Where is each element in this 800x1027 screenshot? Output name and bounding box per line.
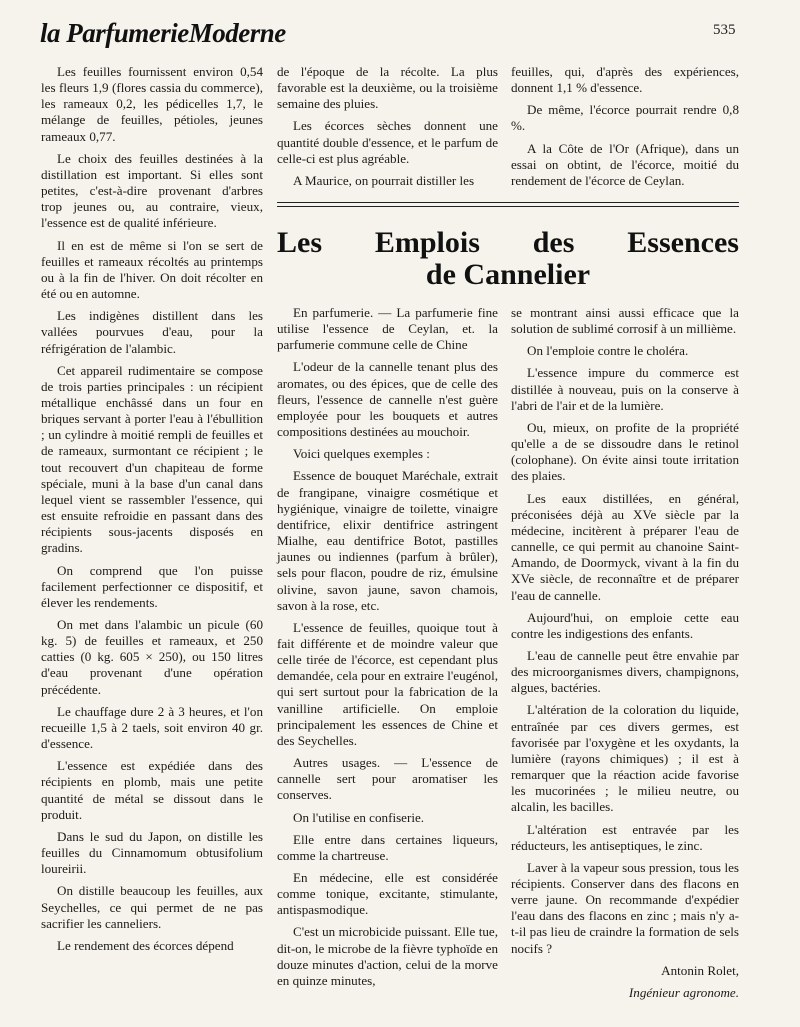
- title-word: Essences: [627, 226, 739, 259]
- paragraph: feuilles, qui, d'après des expériences, donnent 1,1 % d'essence.: [511, 64, 739, 96]
- article-title-line-2: de Cannelier: [425, 258, 591, 291]
- article-title: [277, 227, 739, 290]
- paragraph: Le choix des feuilles destinées à la distillation est important. Si elles sont petites, c'est-à-dire provenant d'arbres trop jeunes ou, au contraire, vieux, l'essence est de qualité inférieure.: [41, 150, 263, 231]
- paragraph: Les eaux distillées, en général, préconisées déjà au XVe siècle par la médecine, incitèrent à préparer l'eau de cannelle, ce qui permit au chanoine Saint-Amando, de Doormyck, vivant à la fin du XVe siècle, de reconnaître et de préparer l'eau de cannelle.: [511, 490, 739, 603]
- paragraph: Voici quelques exemples :: [293, 446, 430, 462]
- paragraph: On l'emploie contre le choléra.: [527, 343, 689, 359]
- paragraph: L'essence de feuilles, quoique tout à fait différente et de moindre valeur que celle tirée de l'écorce, est cependant plus demandée, cela pour en extraire l'eugénol, qui sert surtout pour la fabrication de la vanilline artificielle. On emploie principalement les essences de Chine et des Seychelles.: [277, 619, 498, 748]
- text-column-4: [277, 305, 498, 995]
- paragraph: L'altération est entravée par les réducteurs, les antiseptiques, le zinc.: [511, 821, 739, 853]
- paragraph: Autres usages. — L'essence de cannelle sert pour aromatiser les conserves.: [277, 755, 498, 803]
- paragraph: Les indigènes distillent dans les vallées pourvues d'eau, pour la réfrigération de l'alambic.: [41, 308, 263, 356]
- paragraph: C'est un microbicide puissant. Elle tue, dit-on, le microbe de la fièvre typhoïde en douze minutes d'action, celui de la morve en quinze minutes,: [277, 924, 498, 988]
- paragraph: L'altération de la coloration du liquide, entraînée par ces divers germes, est favorisée par l'oxygène et les oxydants, la lumière (rayons chimiques) ; il est à remarquer que la réaction acide favorise les mucorinées ; le milieu neutre, ou alcalin, les bacilles.: [511, 702, 739, 815]
- text-column-2-top: [277, 64, 498, 195]
- paragraph: Essence de bouquet Maréchale, extrait de frangipane, vinaigre cosmétique et hygiénique, vinaigre de toilette, vinaigre dentifrice, elixir dentifrice astringent Mialhe, eau dentifrice Botot, pastilles jaunes ou indiennes (parfum à brûler), sels pour flacon, poudre de riz, émulsine olivine, savon jaune, savon chamois, savon à la rose, etc.: [277, 468, 498, 613]
- paragraph: On distille beaucoup les feuilles, aux Seychelles, ce qui permet de ne pas sacrifier les canneliers.: [41, 883, 263, 931]
- paragraph: A Maurice, on pourrait distiller les: [293, 172, 475, 188]
- paragraph: En parfumerie. — La parfumerie fine utilise l'essence de Ceylan, et. la parfumerie commune celle de Chine: [277, 305, 498, 353]
- page-number: 535: [713, 22, 736, 38]
- paragraph: L'essence impure du commerce est distillée à nouveau, puis on la conserve à l'abri de l'air et de la lumière.: [511, 365, 739, 413]
- divider-rule: [277, 202, 739, 203]
- paragraph: Le chauffage dure 2 à 3 heures, et l'on recueille 1,5 à 2 taels, soit environ 40 gr. d'essence.: [41, 703, 263, 752]
- paragraph: L'odeur de la cannelle tenant plus des aromates, ou des épices, que de celle des fleurs, l'essence de cannelle n'est guère employée pour les bouquets et autres compositions destinées au mouchoir.: [277, 359, 498, 440]
- paragraph: Le rendement des écorces dépend: [57, 937, 234, 953]
- paragraph: On met dans l'alambic un picule (60 kg. 5) de feuilles et rameaux, et 250 catties (0 kg. 605 × 250), ou 150 litres d'eau provenant d'une opération précédente.: [41, 617, 263, 697]
- paragraph: Laver à la vapeur sous pression, tous les récipients. Conserver dans des flacons en verre jaune. On recommande d'expédier l'eau dans des flacons en zinc ; mais n'y a-t-il pas lieu de craindre la formation de sels nocifs ?: [511, 859, 739, 956]
- paragraph: Ou, mieux, on profite de la propriété qu'elle a de se dissoudre dans le retinol (colophane). On évite ainsi toute irritation des plaies.: [511, 419, 739, 484]
- title-word: des: [532, 226, 575, 259]
- divider-rule: [277, 206, 739, 207]
- paragraph: Cet appareil rudimentaire se compose de trois parties principales : un récipient métallique enchâssé dans un four en briques servant à porter l'eau à l'ébullition ; un cylindre à moitié rempli de feuilles et de rameaux, surmontant ce récipient ; le tout recouvert d'un chapiteau de forme spéciale, muni à la base d'un canal dans lequel vient se rassembler l'essence, qui est ensuite refroidie en passant dans des récipients sous-jacents disposés en gradins.: [41, 362, 263, 556]
- text-column-5: [511, 305, 739, 1007]
- paragraph: Elle entre dans certaines liqueurs, comme la chartreuse.: [277, 831, 498, 863]
- paragraph: Les feuilles fournissent environ 0,54 les fleurs 1,9 (flores cassia du commerce), les rameaux 0,2, les pédicelles 1,7, le mélange de feuilles, pétioles, jeunes rameaux 0,77.: [41, 64, 263, 144]
- author-title: Ingénieur agronome.: [628, 984, 739, 1000]
- text-column-1: [41, 64, 263, 960]
- title-word: Les: [277, 226, 322, 259]
- paragraph: Dans le sud du Japon, on distille les feuilles du Cinnamomum obtusifolium loureirii.: [41, 828, 263, 877]
- paragraph: A la Côte de l'Or (Afrique), dans un essai on obtint, de l'écorce, moitié du rendement de l'écorce de Ceylan.: [511, 140, 739, 188]
- paragraph: Il en est de même si l'on se sert de feuilles et rameaux récoltés au printemps ou à la fin de l'hiver. On doit récolter en été ou en automne.: [41, 237, 263, 302]
- paragraph: L'essence est expédiée dans des récipients en plomb, mais une petite quantité de métal se dissout dans le produit.: [41, 758, 263, 822]
- masthead: la ParfumerieModerne: [40, 18, 286, 48]
- paragraph: Les écorces sèches donnent une quantité double d'essence, et le parfum de celle-ci est plus agréable.: [277, 118, 498, 166]
- paragraph: En médecine, elle est considérée comme tonique, excitante, stimulante, antispasmodique.: [277, 870, 498, 918]
- article-title-line-1: [277, 227, 739, 258]
- paragraph: de l'époque de la récolte. La plus favorable est la deuxième, ou la troisième semaine des pluies.: [277, 64, 498, 112]
- paragraph: L'eau de cannelle peut être envahie par des microorganismes divers, champignons, algues, bactéries.: [511, 647, 739, 696]
- text-column-3-top: [511, 64, 739, 195]
- author-name: Antonin Rolet,: [661, 962, 739, 978]
- title-word: Emplois: [374, 226, 480, 259]
- paragraph: De même, l'écorce pourrait rendre 0,8 %.: [511, 102, 739, 134]
- paragraph: On l'utilise en confiserie.: [293, 809, 425, 825]
- paragraph: se montrant ainsi aussi efficace que la solution de sublimé corrosif à un millième.: [511, 305, 739, 337]
- paragraph: On comprend que l'on puisse facilement perfectionner ce dispositif, et élever les rendements.: [41, 562, 263, 610]
- paragraph: Aujourd'hui, on emploie cette eau contre les indigestions des enfants.: [511, 609, 739, 641]
